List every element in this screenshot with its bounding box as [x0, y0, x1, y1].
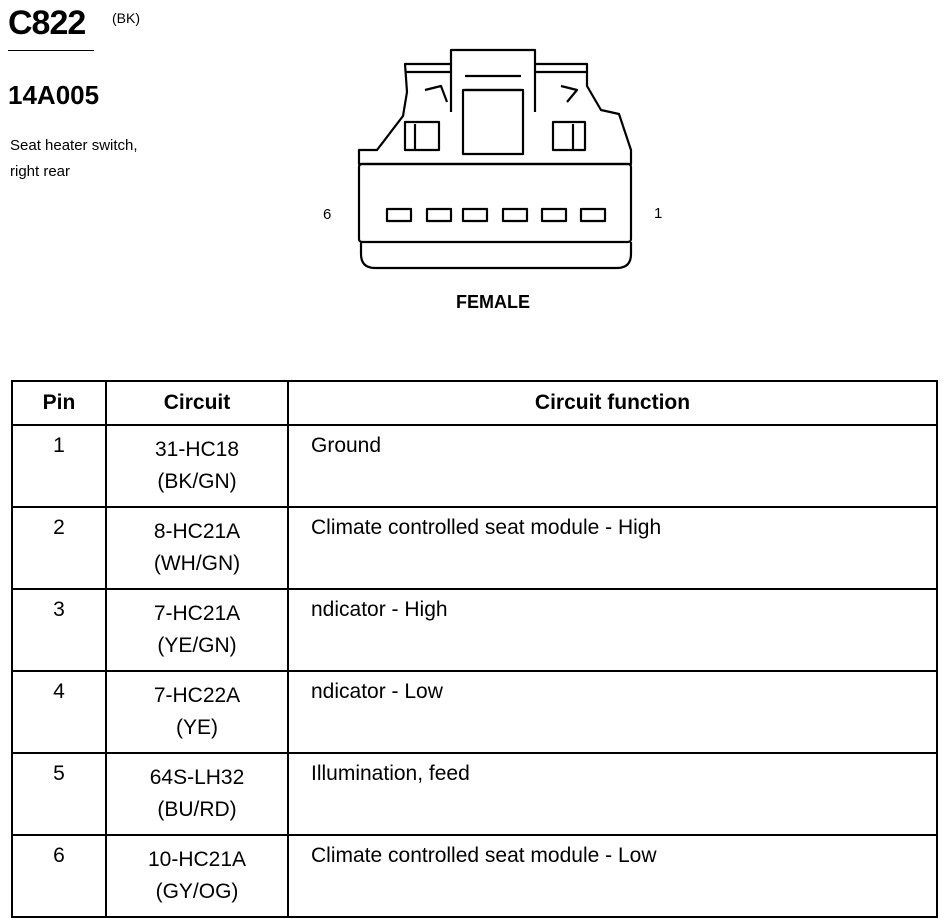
pin-number: 1	[12, 425, 106, 507]
circuit-number: 7-HC22A	[153, 684, 241, 707]
component-description-line1: Seat heater switch,	[10, 137, 138, 154]
wire-color: (BU/RD)	[157, 798, 237, 821]
circuit-function: ndicator - Low	[288, 671, 937, 753]
circuit-number: 7-HC21A	[153, 602, 241, 625]
header-circuit-function: Circuit function	[288, 381, 937, 425]
circuit-cell	[106, 835, 288, 917]
wire-color: (YE/GN)	[157, 634, 237, 657]
table-row	[12, 753, 937, 835]
circuit-number: 8-HC21A	[153, 520, 241, 543]
pin-cavity-4	[463, 209, 487, 221]
table-row	[12, 507, 937, 589]
circuit-function: Illumination, feed	[288, 753, 937, 835]
title-divider	[8, 50, 94, 51]
header-pin: Pin	[12, 381, 106, 425]
connector-gender-label: FEMALE	[456, 292, 530, 312]
pin-number: 2	[12, 507, 106, 589]
circuit-cell	[106, 589, 288, 671]
connector-face-diagram	[355, 46, 645, 274]
pin-cavity-3	[503, 209, 527, 221]
wire-color: (WH/GN)	[153, 552, 241, 575]
table-row	[12, 835, 937, 917]
circuit-cell	[106, 425, 288, 507]
pin-number: 4	[12, 671, 106, 753]
pin-number-left: 6	[323, 206, 332, 223]
table-row	[12, 589, 937, 671]
connector-housing-top	[359, 50, 631, 164]
circuit-function: Climate controlled seat module - High	[288, 507, 937, 589]
connector-housing-bottom	[361, 242, 631, 268]
wire-color: (GY/OG)	[155, 880, 239, 903]
connector-face	[359, 164, 631, 242]
latch-window-right	[553, 122, 585, 150]
pinout-table	[11, 380, 938, 918]
pin-number: 5	[12, 753, 106, 835]
wire-color: (BK/GN)	[157, 470, 237, 493]
circuit-function: Ground	[288, 425, 937, 507]
pin-number: 6	[12, 835, 106, 917]
latch-window-left	[405, 122, 439, 150]
pin-number: 3	[12, 589, 106, 671]
circuit-number: 31-HC18	[154, 438, 240, 461]
pin-cavity-5	[427, 209, 451, 221]
table-row	[12, 425, 937, 507]
table-row	[12, 671, 937, 753]
pin-cavity-6	[387, 209, 411, 221]
pin-cavity-2	[542, 209, 566, 221]
connector-id: C822	[8, 4, 86, 42]
connector-color: (BK)	[112, 10, 140, 26]
pin-number-right: 1	[654, 205, 663, 222]
circuit-function: Climate controlled seat module - Low	[288, 835, 937, 917]
circuit-cell	[106, 671, 288, 753]
wire-color: (YE)	[176, 716, 218, 739]
component-description-line2: right rear	[10, 163, 71, 180]
pin-cavity-1	[581, 209, 605, 221]
part-number: 14A005	[8, 80, 100, 110]
header-circuit: Circuit	[106, 381, 288, 425]
circuit-number: 64S-LH32	[149, 766, 245, 789]
table-header-row	[12, 381, 937, 425]
circuit-cell	[106, 507, 288, 589]
circuit-function: ndicator - High	[288, 589, 937, 671]
circuit-cell	[106, 753, 288, 835]
circuit-number: 10-HC21A	[147, 848, 247, 871]
